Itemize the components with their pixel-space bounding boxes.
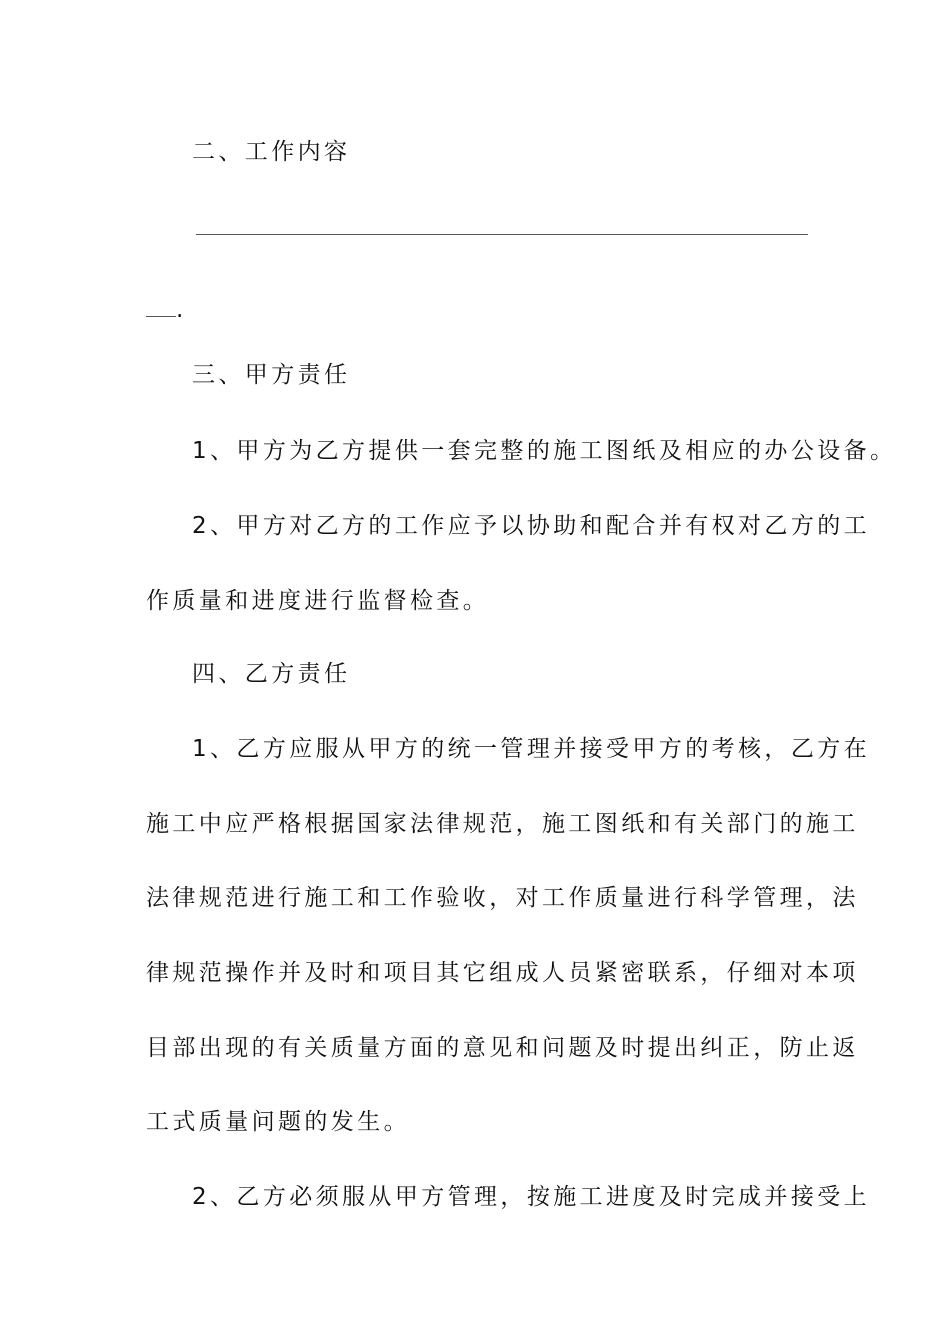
paragraph-party-b-item1-line3: 法律规范进行施工和工作验收，对工作质量进行科学管理，法 [146, 885, 859, 911]
paragraph-party-b-item1-line6: 工式质量问题的发生。 [146, 1109, 410, 1135]
section-heading-party-a: 三、甲方责任 [192, 362, 351, 388]
paragraph-party-a-item1: 1、甲方为乙方提供一套完整的施工图纸及相应的办公设备。 [192, 438, 897, 464]
section-heading-party-b: 四、乙方责任 [192, 661, 351, 687]
paragraph-party-a-item2-line2: 作质量和进度进行监督检查。 [146, 588, 490, 614]
paragraph-party-b-item1-line1: 1、乙方应服从甲方的统一管理并接受甲方的考核，乙方在 [192, 736, 871, 762]
paragraph-party-b-item2-line1: 2、乙方必须服从甲方管理，按施工进度及时完成并接受上 [192, 1184, 871, 1210]
paragraph-party-b-item1-line5: 目部出现的有关质量方面的意见和问题及时提出纠正，防止返 [146, 1035, 859, 1061]
fill-in-blank-period: . [176, 297, 184, 323]
paragraph-party-b-item1-line4: 律规范操作并及时和项目其它组成人员紧密联系，仔细对本项 [146, 960, 859, 986]
paragraph-party-a-item2-line1: 2、甲方对乙方的工作应予以协助和配合并有权对乙方的工 [192, 513, 871, 539]
paragraph-party-b-item1-line2: 施工中应严格根据国家法律规范，施工图纸和有关部门的施工 [146, 811, 859, 837]
section-heading-work-content: 二、工作内容 [192, 139, 351, 165]
fill-in-blank-line [196, 234, 808, 235]
fill-in-blank-tail-rule [146, 298, 176, 317]
fill-in-blank-tail [146, 294, 183, 326]
